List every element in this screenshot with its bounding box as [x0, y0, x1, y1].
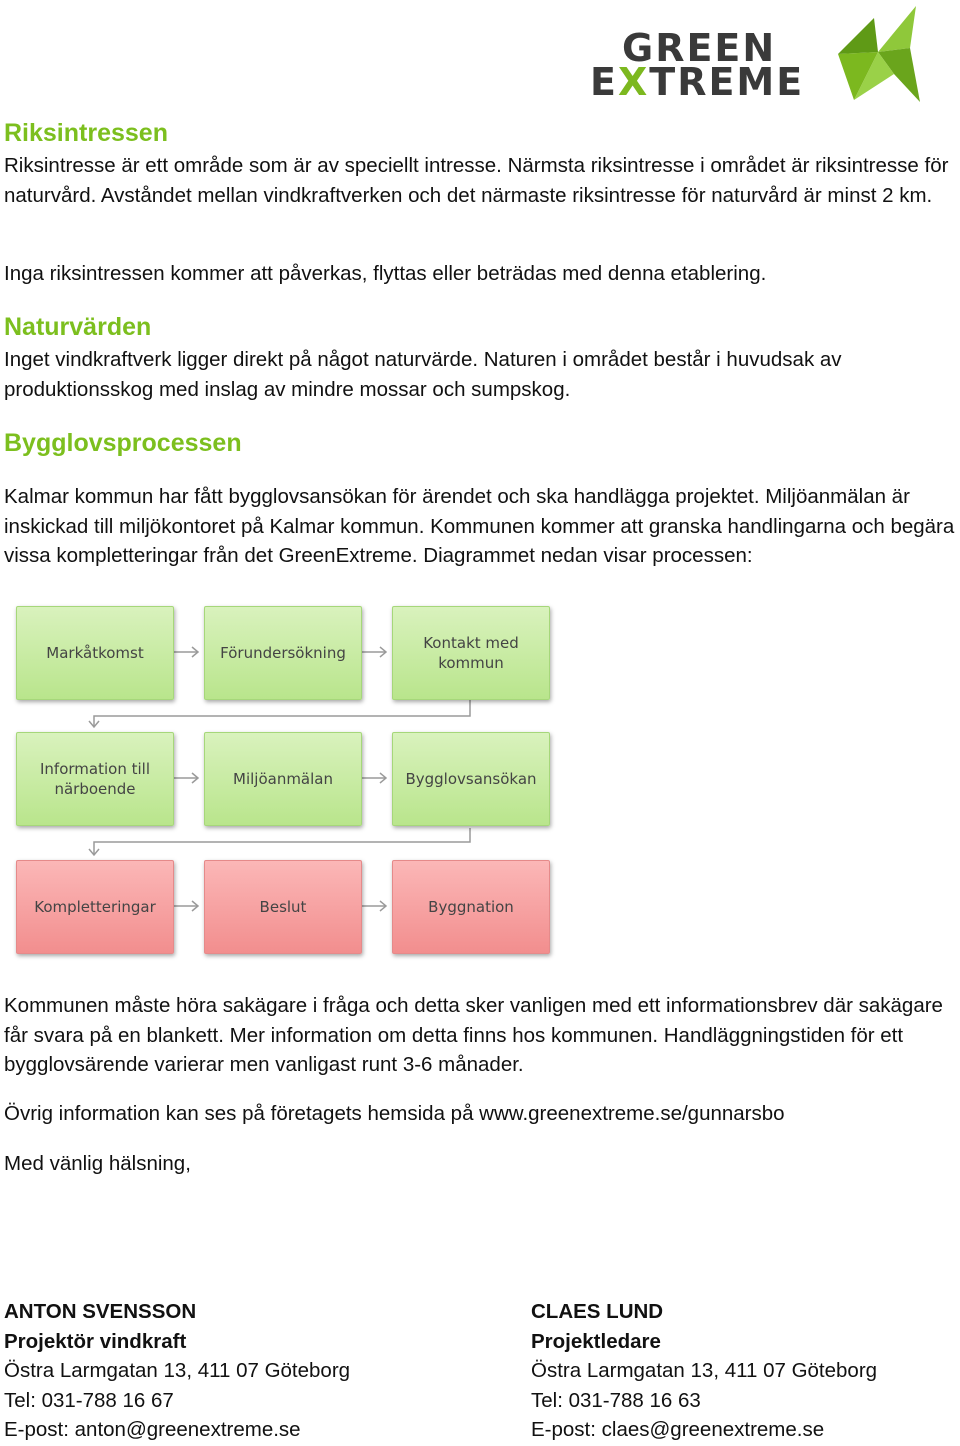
info-paragraph: Kommunen måste höra sakägare i fråga och detta sker vanligen med ett informationsbrev där sakägare får svara på en blankett. Mer information om detta finns hos kommunen. Handläggningstiden för ett bygglovsärende varierar men vanligast runt 3-6 månader. [4, 994, 943, 1077]
process-step-bygglovsansokan: Bygglovsansökan [392, 732, 550, 826]
windmill-icon [834, 4, 924, 104]
signature-email: E-post: claes@greenextreme.se [531, 1418, 825, 1442]
logo-letter-x: X [617, 60, 650, 104]
process-step-beslut: Beslut [204, 860, 362, 954]
process-step-kontakt-med-kommun: Kontakt med kommun [392, 606, 550, 700]
closing-greeting: Med vänlig hälsning, [4, 1152, 191, 1175]
signature-block-left [4, 1297, 350, 1445]
process-diagram [8, 596, 568, 966]
process-step-markatkomst: Markåtkomst [16, 606, 174, 700]
signature-email: E-post: anton@greenextreme.se [4, 1418, 301, 1442]
logo-text-extreme [590, 62, 804, 102]
website-paragraph: Övrig information kan ses på företagets hemsida på www.greenextreme.se/gunnarsbo [4, 1102, 785, 1125]
bygglov-paragraph: Kalmar kommun har fått bygglovsansökan för ärendet och ska handlägga projektet. Miljöanmälan är inskickad till miljökontoret på Kalmar kommun. Kommunen kommer att granska handlingarna och begära vissa kompletteringar från det GreenExtreme. Diagrammet nedan visar processen: [4, 485, 955, 568]
process-step-byggnation: Byggnation [392, 860, 550, 954]
process-step-information-till-narboende: Information till närboende [16, 732, 174, 826]
signature-block-right [531, 1297, 877, 1445]
connector-row1-row2 [94, 700, 470, 726]
signature-name: CLAES LUND [531, 1300, 664, 1323]
process-step-forundersokning: Förundersökning [204, 606, 362, 700]
signature-phone: Tel: 031-788 16 63 [531, 1388, 701, 1412]
logo-text-green: GREEN [622, 26, 777, 70]
heading-naturvarden: Naturvärden [4, 313, 152, 341]
signature-phone: Tel: 031-788 16 67 [4, 1388, 174, 1412]
logo-letter-e: E [590, 60, 618, 104]
process-step-miljoanmalan: Miljöanmälan [204, 732, 362, 826]
signature-name: ANTON SVENSSON [4, 1300, 197, 1323]
connector-row2-row3 [94, 828, 470, 854]
heading-riksintressen: Riksintressen [4, 119, 168, 147]
heading-bygglovsprocessen: Bygglovsprocessen [4, 429, 242, 457]
logo-letters-treme: TREME [649, 60, 805, 104]
process-step-kompletteringar: Kompletteringar [16, 860, 174, 954]
riksintressen-paragraph-2: Inga riksintressen kommer att påverkas, flyttas eller beträdas med denna etablering. [4, 262, 767, 285]
signature-address: Östra Larmgatan 13, 411 07 Göteborg [4, 1359, 351, 1383]
riksintressen-paragraph-1: Riksintresse är ett område som är av speciellt intresse. Närmsta riksintresse i området är riksintresse för naturvård. Avståndet mellan vindkraftverken och det närmaste riksintresse för naturvård är minst 2 km. [4, 154, 949, 207]
naturvarden-paragraph: Inget vindkraftverk ligger direkt på något naturvärde. Naturen i området består i huvudsak av produktionsskog med inslag av mindre mossar och sumpskog. [4, 348, 842, 401]
signature-address: Östra Larmgatan 13, 411 07 Göteborg [531, 1359, 878, 1383]
signature-role: Projektledare [531, 1329, 661, 1353]
signature-role: Projektör vindkraft [4, 1329, 187, 1353]
green-extreme-logo [588, 4, 924, 104]
